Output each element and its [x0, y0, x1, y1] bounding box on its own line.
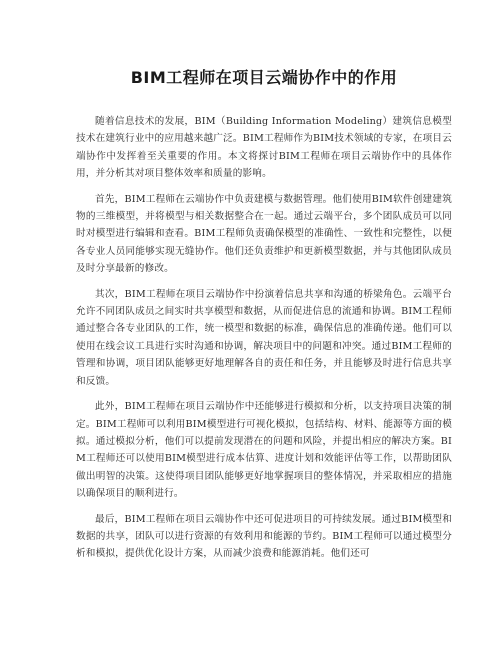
- document-title: BIM工程师在项目云端协作中的作用: [130, 68, 398, 87]
- paragraph-sustainability: 最后，BIM工程师在项目云端协作中还可促进项目的可持续发展。通过BIM模型和数据的共享，团队可以进行资源的有效利用和能源的节约。BIM工程师可以通过模型分析和模拟，提供优化设计方案，从而减少浪费和能源消耗。他们还可: [76, 513, 452, 560]
- document-body: [76, 113, 452, 563]
- paragraph-communication: 其次，BIM工程师在项目云端协作中扮演着信息共享和沟通的桥梁角色。云端平台允许不同团队成员之间实时共享模型和数据，从而促进信息的流通和协调。BIM工程师通过整合各专业团队的工作，统一模型和数据的标准，确保信息的准确传递。他们可以使用在线会议工具进行实时沟通和协调，解决项目中的问题和冲突。通过BIM工程师的管理和协调，项目团队能够更好地理解各自的责任和任务，并且能够及时进行信息共享和反馈。: [76, 288, 452, 387]
- paragraph-modeling: 首先，BIM工程师在云端协作中负责建模与数据管理。他们使用BIM软件创建建筑物的三维模型，并将模型与相关数据整合在一起。通过云端平台，多个团队成员可以同时对模型进行编辑和查看。BIM工程师负责确保模型的准确性、一致性和完整性，以便各专业人员同能够实现无缝协作。他们还负责维护和更新模型数据，并与其他团队成员及时分享最新的修改。: [76, 193, 452, 275]
- paragraph-intro: 随着信息技术的发展，BIM（Building Information Modeling）建筑信息模型技术在建筑行业中的应用越来越广泛。BIM工程师作为BIM技术领域的专家，在项目云端协作中发挥着至关重要的作用。本文将探讨BIM工程师在项目云端协作中的具体作用，并分析其对项目整体效率和质量的影响。: [76, 116, 452, 180]
- paragraph-simulation: 此外，BIM工程师在项目云端协作中还能够进行模拟和分析，以支持项目决策的制定。BIM工程师可以利用BIM模型进行可视化模拟，包括结构、材料、能源等方面的模拟。通过模拟分析，他们可以提前发现潜在的问题和风险，并提出相应的解决方案。BIM工程师还可以使用BIM模型进行成本估算、进度计划和效能评估等工作，以帮助团队做出明智的决策。这使得项目团队能够更好地掌握项目的整体情况，并采取相应的措施以确保项目的顺利进行。: [76, 401, 452, 500]
